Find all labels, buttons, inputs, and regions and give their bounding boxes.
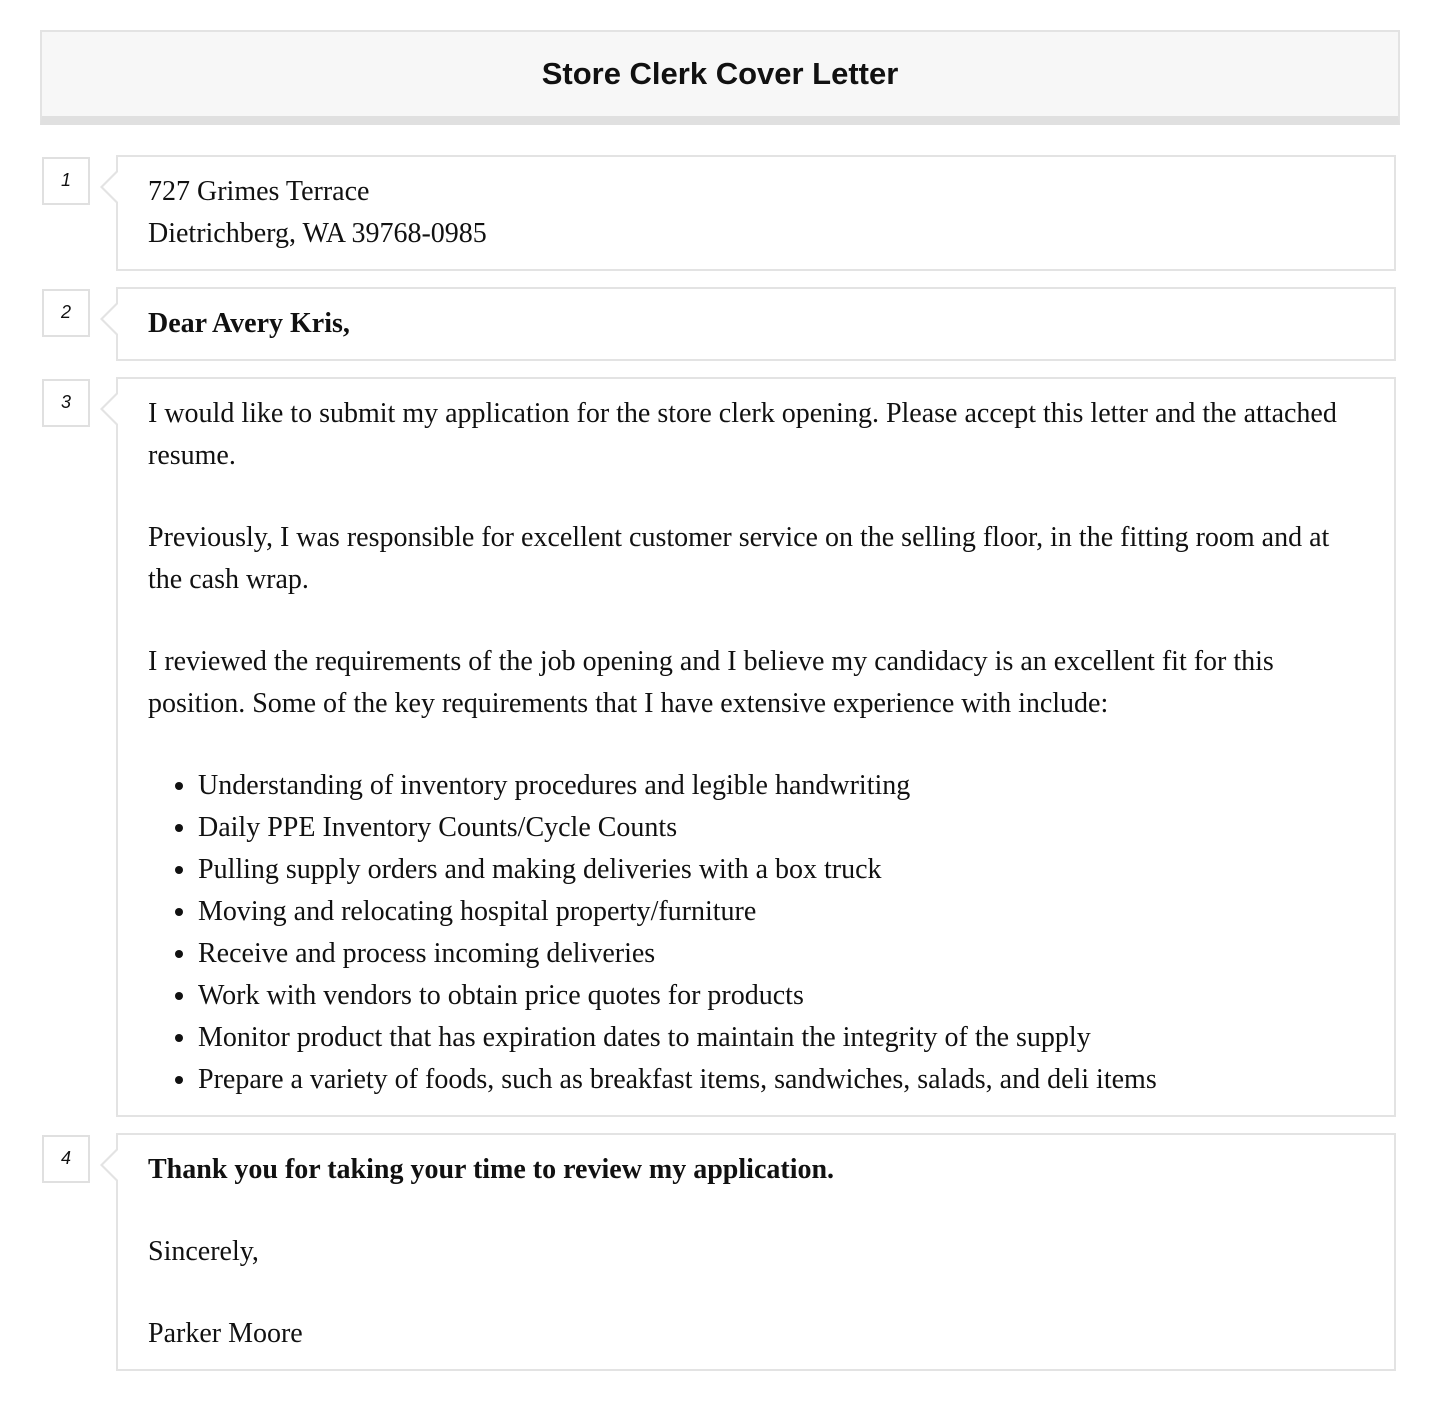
section-number: 3 <box>42 379 90 427</box>
body-paragraph: I reviewed the requirements of the job opening and I believe my candidacy is an excellent fit for this position. Some of the key requirements that I have extensive experience with include: <box>148 646 1274 719</box>
requirements-list <box>148 765 1364 1101</box>
body-paragraph: I would like to submit my application for the store clerk opening. Please accept this letter and the attached resume. <box>148 398 1337 471</box>
page-title: Store Clerk Cover Letter <box>541 56 899 91</box>
list-item: • Monitor product that has expiration dates to maintain the integrity of the supply <box>198 1017 1364 1059</box>
list-item: • Receive and process incoming deliveries <box>198 933 1364 975</box>
list-item: • Pulling supply orders and making deliveries with a box truck <box>198 849 1364 891</box>
closing-line: Thank you for taking your time to review my application. <box>148 1154 835 1185</box>
list-item: • Prepare a variety of foods, such as breakfast items, sandwiches, salads, and deli items <box>198 1059 1364 1101</box>
greeting: Dear Avery Kris, <box>148 308 350 339</box>
title-bar <box>40 30 1400 125</box>
body-card <box>116 377 1396 1117</box>
section-number: 2 <box>42 289 90 337</box>
address-line-2: Dietrichberg, WA 39768-0985 <box>148 218 487 249</box>
list-item: • Daily PPE Inventory Counts/Cycle Counts <box>198 807 1364 849</box>
closing-card <box>116 1133 1396 1371</box>
signature-name: Parker Moore <box>148 1318 303 1349</box>
list-item: • Work with vendors to obtain price quotes for products <box>198 975 1364 1017</box>
section-number: 4 <box>42 1135 90 1183</box>
sign-off: Sincerely, <box>148 1236 259 1267</box>
section-number: 1 <box>42 157 90 205</box>
list-item: • Moving and relocating hospital property/furniture <box>198 891 1364 933</box>
address-line-1: 727 Grimes Terrace <box>148 176 370 207</box>
address-card <box>116 155 1396 271</box>
body-paragraph: Previously, I was responsible for excellent customer service on the selling floor, in the fitting room and at the cash wrap. <box>148 522 1330 595</box>
greeting-card <box>116 287 1396 361</box>
list-item: • Understanding of inventory procedures and legible handwriting <box>198 765 1364 807</box>
